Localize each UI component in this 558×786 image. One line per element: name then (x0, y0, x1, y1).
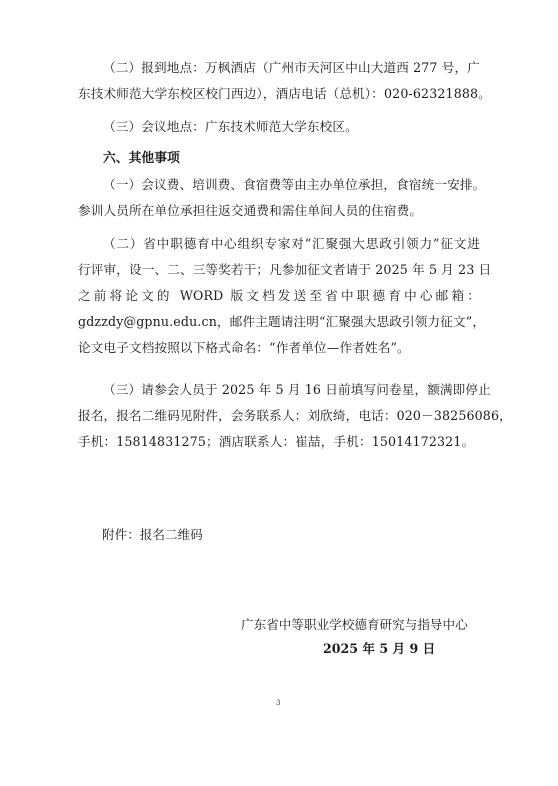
paragraph-line: 行评审，设一、二、三等奖若干；凡参加征文者请于 2025 年 5 月 23 日 (78, 262, 492, 277)
paragraph-line: gdzzdy@gpnu.edu.cn，邮件主题请注明“汇聚强大思政引领力征文”， (78, 314, 486, 329)
paragraph-line: 之前将论文的 WORD 版文档发送至省中职德育中心邮箱： (78, 288, 480, 303)
paragraph-line: 论文电子文档按照以下格式命名：“作者单位—作者姓名”。 (78, 340, 410, 355)
paragraph-registration (78, 55, 491, 107)
paragraph-fees (78, 172, 486, 224)
paragraph-line: 报名，报名二维码见附件，会务联系人：刘欣绮，电话：020－38256086， (78, 408, 512, 423)
paragraph-line: 参训人员所在单位承担往返交通费和需住单间人员的住宿费。 (78, 203, 423, 218)
paragraph-line: （三）会议地点：广东技术师范大学东校区。 (103, 119, 358, 134)
paragraph-venue (78, 114, 480, 140)
paragraph-line: 手机：15814831275；酒店联系人：崔喆，手机：15014172321。 (78, 434, 475, 449)
paragraph-signup (78, 377, 512, 455)
signature-date: 2025 年 5 月 9 日 (323, 641, 436, 656)
paragraph-line: （二）报到地点：万枫酒店（广州市天河区中山大道西 277 号，广 (103, 60, 480, 75)
attachment-note: 附件：报名二维码 (102, 527, 203, 542)
paragraph-essay (78, 231, 492, 361)
page-number: 3 (276, 699, 281, 707)
paragraph-line: （三）请参会人员于 2025 年 5 月 16 日前填写问卷星，额满即停止 (103, 382, 491, 397)
signature-organization: 广东省中等职业学校德育研究与指导中心 (241, 617, 468, 632)
section-heading: 六、其他事项 (103, 151, 180, 166)
paragraph-line: （一）会议费、培训费、食宿费等由主办单位承担，食宿统一安排。 (103, 177, 486, 192)
paragraph-line: 东技术师范大学东校区校门西边），酒店电话（总机）：020-62321888。 (78, 86, 491, 101)
paragraph-line: （二）省中职德育中心组织专家对“汇聚强大思政引领力”征文进 (103, 236, 480, 251)
